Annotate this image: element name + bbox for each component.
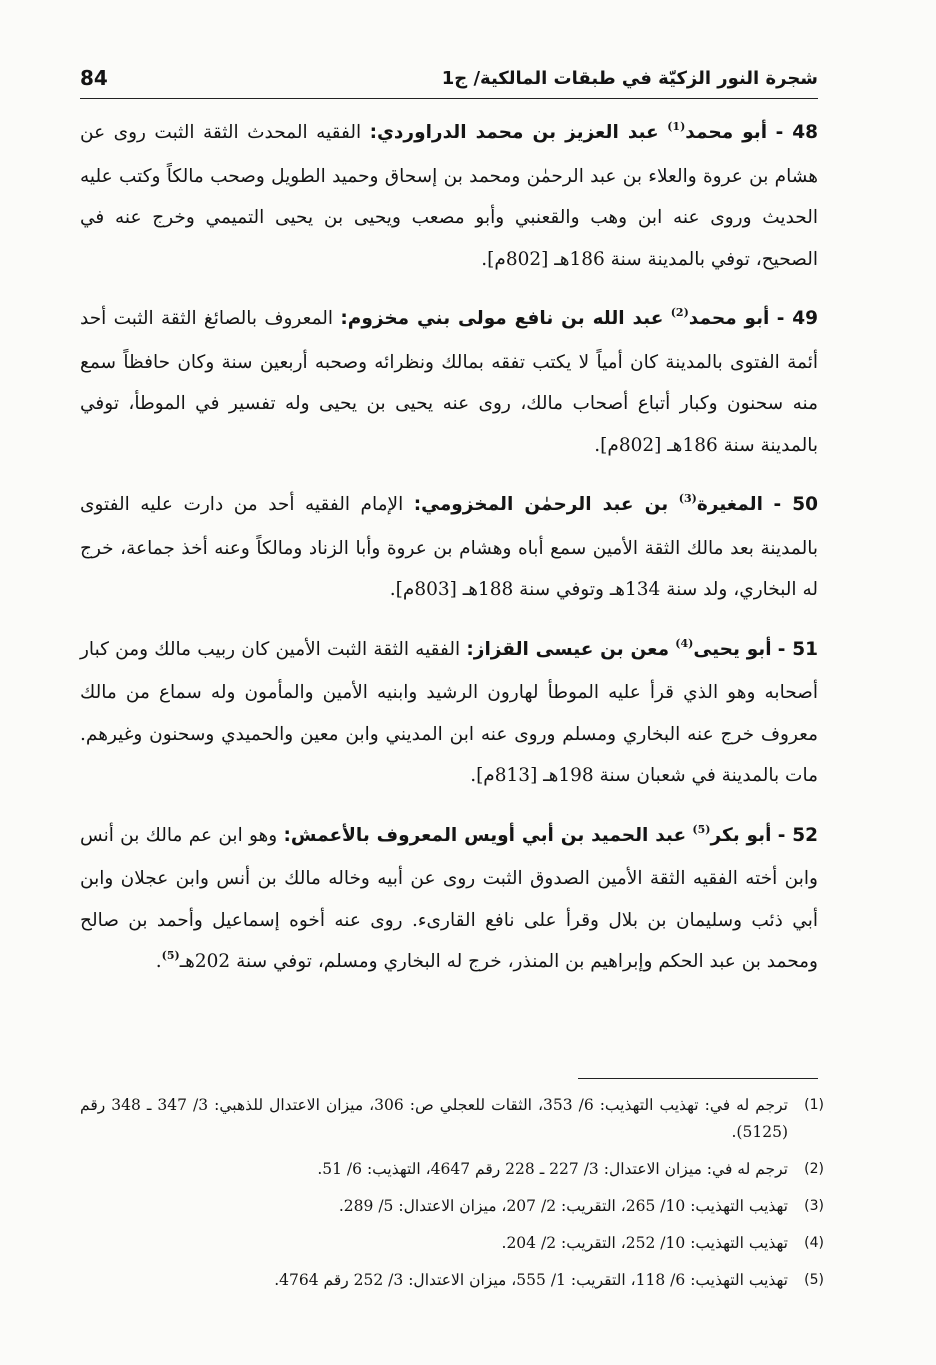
footnote-text: تهذيب التهذيب: 6/ 118، التقريب: 1/ 555، ميزان الاعتدال: 3/ 252 رقم 4764. <box>274 1271 788 1289</box>
footnote-item <box>80 1092 824 1146</box>
footnote-text: ترجم له في: تهذيب التهذيب: 6/ 353، الثقات للعجلي ص: 306، ميزان الاعتدال للذهبي: 3/ 347 ـ 348 رقم (5125). <box>80 1096 788 1141</box>
footnote-number: (3) <box>804 1198 824 1214</box>
footnote-number: (1) <box>804 1097 824 1113</box>
entry-name: عبد الله بن نافع مولى بني مخزوم: <box>340 308 664 329</box>
main-text <box>80 112 818 985</box>
footnote-item <box>80 1156 824 1183</box>
footnote-ref[interactable]: (4) <box>675 636 694 650</box>
entry-number: 52 - <box>777 824 818 846</box>
entry-text-end: . <box>155 951 162 972</box>
entry-name: بن عبد الرحمٰن المخزومي: <box>413 494 669 515</box>
footnote-number: (5) <box>804 1272 824 1288</box>
footnote-number: (2) <box>804 1161 824 1177</box>
entry-number: 50 - <box>773 494 818 515</box>
biography-entry-49 <box>80 298 818 466</box>
entry-name: عبد العزيز بن محمد الدراوردي: <box>369 122 659 143</box>
footnote-item <box>80 1230 824 1257</box>
running-title: شجرة النور الزكيّة في طبقات المالكية/ ج1 <box>441 67 818 89</box>
footnote-ref[interactable]: (3) <box>678 492 697 505</box>
entry-text: وهو ابن عم مالك بن أنس وابن أخته الفقيه الثقة الأمين الصدوق الثبت روى عن أبيه وخاله مالك بن أنس وابن عجلان وابن أبي ذئب وسليمان بن بلال وقرأ على نافع القارىء. روى عنه أخوه إسماعيل وأحمد بن صالح ومحمد بن عبد الحكم وإبراهيم بن المنذر، خرج له البخاري ومسلم، توفي سنة 202هـ <box>80 824 818 972</box>
footnote-text: تهذيب التهذيب: 10/ 252، التقريب: 2/ 204. <box>501 1234 788 1252</box>
footnote-ref[interactable]: (5) <box>161 949 180 962</box>
biography-entry-50 <box>80 484 818 611</box>
biography-entry-52 <box>80 815 818 985</box>
entry-number: 48 - <box>775 122 819 143</box>
footnote-ref[interactable]: (1) <box>667 120 686 133</box>
footnote-item <box>80 1267 824 1294</box>
entry-number: 51 - <box>777 638 818 660</box>
footnote-item <box>80 1193 824 1220</box>
footnote-ref[interactable]: (2) <box>670 306 689 319</box>
entry-name: عبد الحميد بن أبي أويس المعروف بالأعمش: <box>283 824 687 846</box>
entry-kunya: المغيرة <box>696 494 763 515</box>
page-number: 84 <box>80 66 108 90</box>
footnotes <box>80 1092 824 1304</box>
footnote-ref[interactable]: (5) <box>692 822 711 836</box>
entry-kunya: أبو بكر <box>710 824 772 846</box>
entry-number: 49 - <box>776 308 819 329</box>
page-header <box>80 58 818 99</box>
entry-text: الفقيه الثقة الثبت الأمين كان ربيب مالك ومن كبار أصحابه وهو الذي قرأ عليه الموطأ لهارون الرشيد وابنيه الأمين والمأمون وله سماع من مالك معروف خرج عنه البخاري ومسلم وروى عنه ابن المديني وابن معين والحميدي وسحنون وغيرهم. مات بالمدينة في شعبان سنة 198هـ [813م]. <box>80 638 818 786</box>
entry-name: معن بن عيسى القزاز: <box>466 638 670 660</box>
biography-entry-48 <box>80 112 818 280</box>
entry-text: الفقيه المحدث الثقة الثبت روى عن هشام بن عروة والعلاء بن عبد الرحمٰن ومحمد بن إسحاق وحميد الطويل وصحب مالكاً وكتب عليه الحديث وروى عنه ابن وهب والقعنبي وأبو مصعب ويحيى بن يحيى التميمي وخرج عنه في الصحيح، توفي بالمدينة سنة 186هـ [802م]. <box>80 122 818 270</box>
entry-kunya: أبو محمد <box>685 122 768 143</box>
biography-entry-51 <box>80 629 818 797</box>
footnote-divider <box>578 1078 818 1079</box>
entry-text: المعروف بالصائغ الثقة الثبت أحد أئمة الفتوى بالمدينة كان أمياً لا يكتب تفقه بمالك ونظرائه وصحبه أربعين سنة وكان حافظاً سمع منه سحنون وكبار أتباع أصحاب مالك، روى عنه يحيى بن يحيى وله تفسير في الموطأ، توفي بالمدينة سنة 186هـ [802م]. <box>80 308 818 456</box>
entry-kunya: أبو محمد <box>688 308 770 329</box>
footnote-text: تهذيب التهذيب: 10/ 265، التقريب: 2/ 207، ميزان الاعتدال: 5/ 289. <box>338 1197 788 1215</box>
footnote-number: (4) <box>804 1235 824 1251</box>
footnote-text: ترجم له في: ميزان الاعتدال: 3/ 227 ـ 228 رقم 4647، التهذيب: 6/ 51. <box>317 1160 788 1178</box>
entry-kunya: أبو يحيى <box>693 638 772 660</box>
entry-text: الإمام الفقيه أحد من دارت عليه الفتوى بالمدينة بعد مالك الثقة الأمين سمع أباه وهشام بن عروة وأبا الزناد ومالكاً وعنه أخذ جماعة، خرج له البخاري، ولد سنة 134هـ وتوفي سنة 188هـ [803م]. <box>80 494 818 600</box>
